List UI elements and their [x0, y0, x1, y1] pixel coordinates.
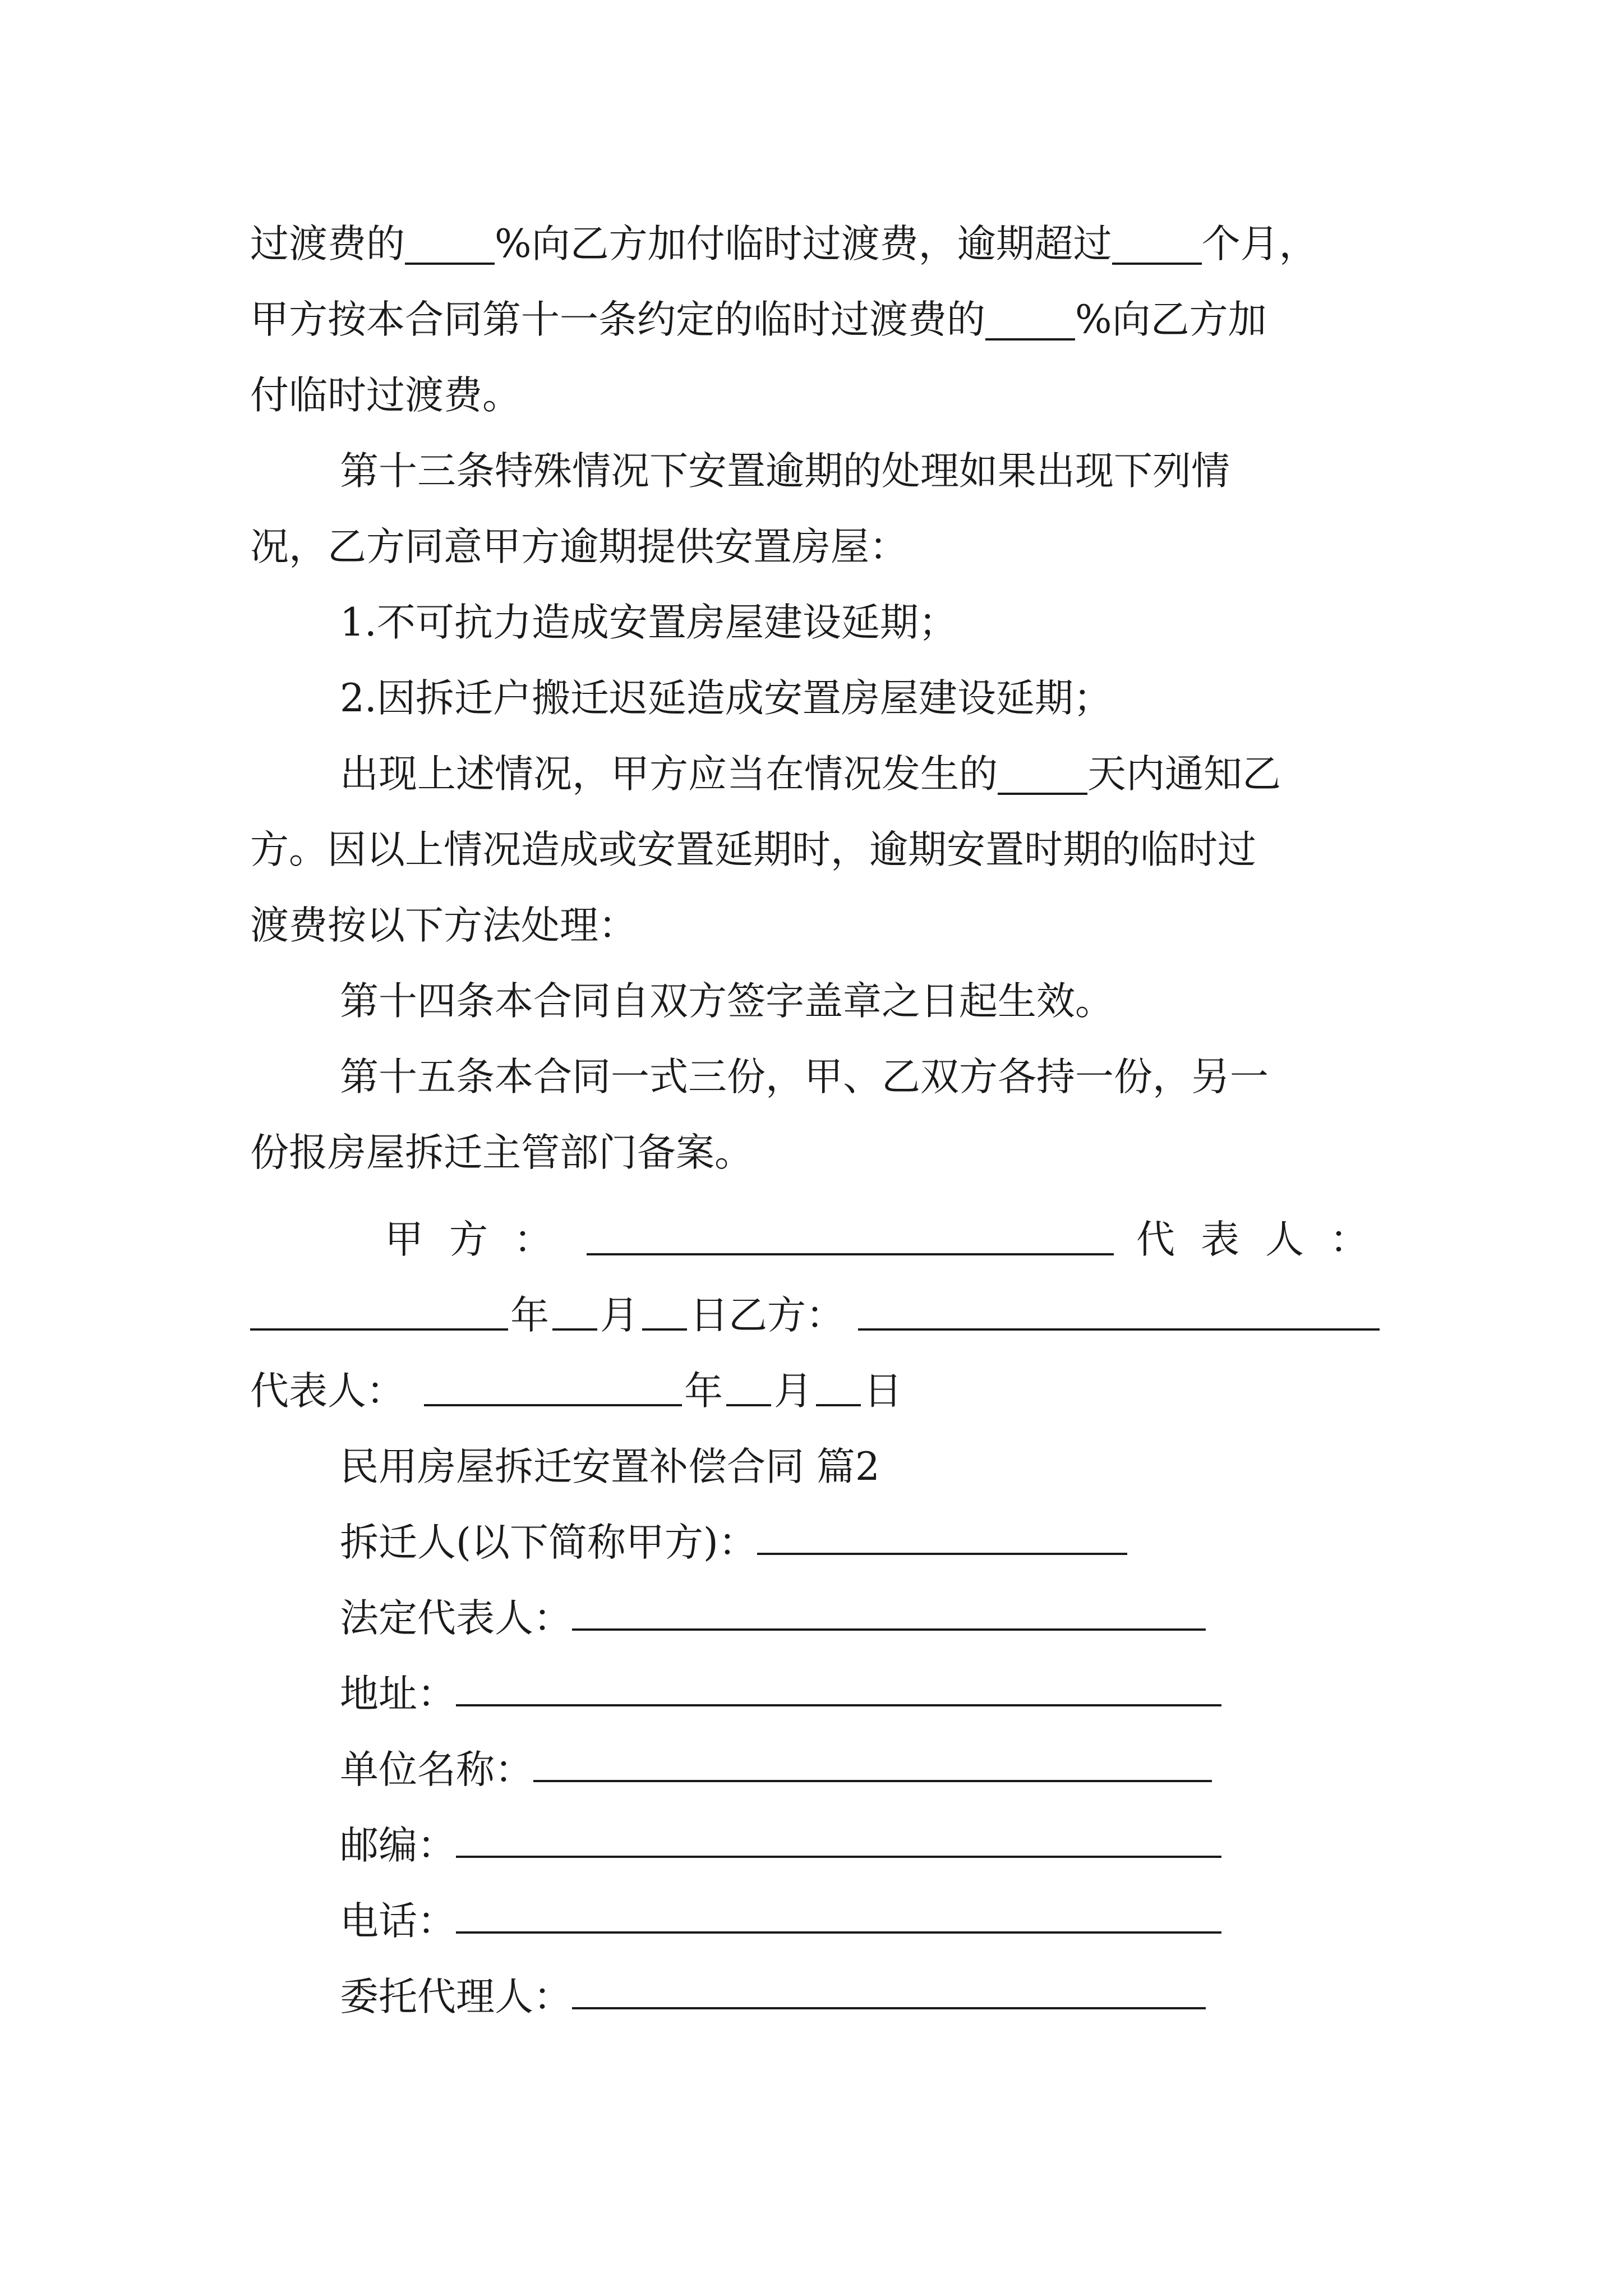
article-15-line: 第十五条本合同一式三份，甲、乙双方各持一份，另一: [340, 1055, 1269, 1099]
field-address: [340, 1666, 1221, 1722]
field-label: 法定代表人：: [340, 1596, 572, 1641]
date-blank-day[interactable]: [816, 1404, 861, 1406]
field-label: 地址：: [340, 1672, 456, 1717]
article-15-line: 份报房屋拆迁主管部门备案。: [250, 1130, 753, 1175]
text-segment: %向乙方加付临时过渡费，逾期超过: [495, 222, 1112, 266]
text-segment: 出现上述情况，甲方应当在情况发生的: [340, 752, 998, 797]
day-label: 日: [864, 1369, 902, 1414]
representative-label-2: 代表人：: [250, 1369, 405, 1414]
fill-in-blank[interactable]: [985, 338, 1075, 341]
field-input-line[interactable]: [456, 1704, 1221, 1706]
text-segment: %向乙方加: [1075, 297, 1267, 342]
date-blank-year[interactable]: [250, 1328, 508, 1331]
field-unit-name: [340, 1742, 1212, 1798]
text-segment: 甲方按本合同第十一条约定的临时过渡费的: [250, 297, 985, 342]
text-line: 渡费按以下方法处理：: [250, 903, 637, 948]
field-input-line[interactable]: [572, 1628, 1206, 1631]
field-input-line[interactable]: [533, 1780, 1212, 1782]
fill-in-blank[interactable]: [1112, 263, 1202, 265]
article-14: 第十四条本合同自双方签字盖章之日起生效。: [340, 979, 1114, 1024]
field-input-line[interactable]: [572, 2007, 1206, 2009]
party-b-signature-line[interactable]: [858, 1328, 1380, 1331]
fill-in-blank[interactable]: [405, 263, 495, 265]
field-postcode: [340, 1818, 1221, 1874]
field-label: 单位名称：: [340, 1747, 533, 1792]
representative-label: 代表人：: [1136, 1217, 1394, 1262]
field-legal-representative: [340, 1590, 1206, 1646]
field-label: 电话：: [340, 1899, 456, 1944]
field-input-line[interactable]: [456, 1931, 1221, 1934]
text-line: [250, 216, 1318, 272]
field-label: 邮编：: [340, 1823, 456, 1868]
field-demolisher: [340, 1515, 1127, 1571]
party-a-signature-line[interactable]: [587, 1253, 1114, 1255]
text-line: 方。因以上情况造成或安置延期时，逾期安置时期的临时过: [250, 827, 1256, 872]
date-blank-month[interactable]: [726, 1404, 771, 1406]
text-line: [340, 746, 1281, 802]
text-line: 付临时过渡费。: [250, 373, 521, 418]
fill-in-blank[interactable]: [998, 793, 1087, 795]
day-party-b-label: 日乙方：: [690, 1293, 845, 1338]
article-13-line: 况，乙方同意甲方逾期提供安置房屋：: [250, 524, 908, 569]
field-input-line[interactable]: [757, 1553, 1127, 1555]
field-authorized-agent: [340, 1969, 1206, 2025]
month-label: 月: [774, 1369, 813, 1414]
party-a-label: 甲方：: [385, 1217, 578, 1262]
list-item: 2.因拆迁户搬迁迟延造成安置房屋建设延期；: [340, 676, 1112, 721]
field-phone: [340, 1893, 1221, 1949]
date-blank-month[interactable]: [552, 1328, 597, 1331]
list-item: 1.不可抗力造成安置房屋建设延期；: [340, 600, 957, 645]
text-segment: 过渡费的: [250, 222, 405, 266]
date-blank-day[interactable]: [642, 1328, 687, 1331]
field-label: 委托代理人：: [340, 1975, 572, 2019]
date-blank-year[interactable]: [424, 1404, 682, 1406]
year-label: 年: [510, 1293, 549, 1338]
text-segment: 个月，: [1201, 222, 1318, 266]
article-13-line: 第十三条特殊情况下安置逾期的处理如果出现下列情: [340, 449, 1230, 494]
part2-heading: 民用房屋拆迁安置补偿合同 篇2: [340, 1444, 880, 1489]
text-segment: 天内通知乙: [1087, 752, 1281, 797]
field-input-line[interactable]: [456, 1856, 1221, 1858]
year-label: 年: [684, 1369, 723, 1414]
month-label: 月: [600, 1293, 639, 1338]
field-label: 拆迁人(以下简称甲方)：: [340, 1520, 757, 1565]
text-line: [250, 292, 1267, 348]
